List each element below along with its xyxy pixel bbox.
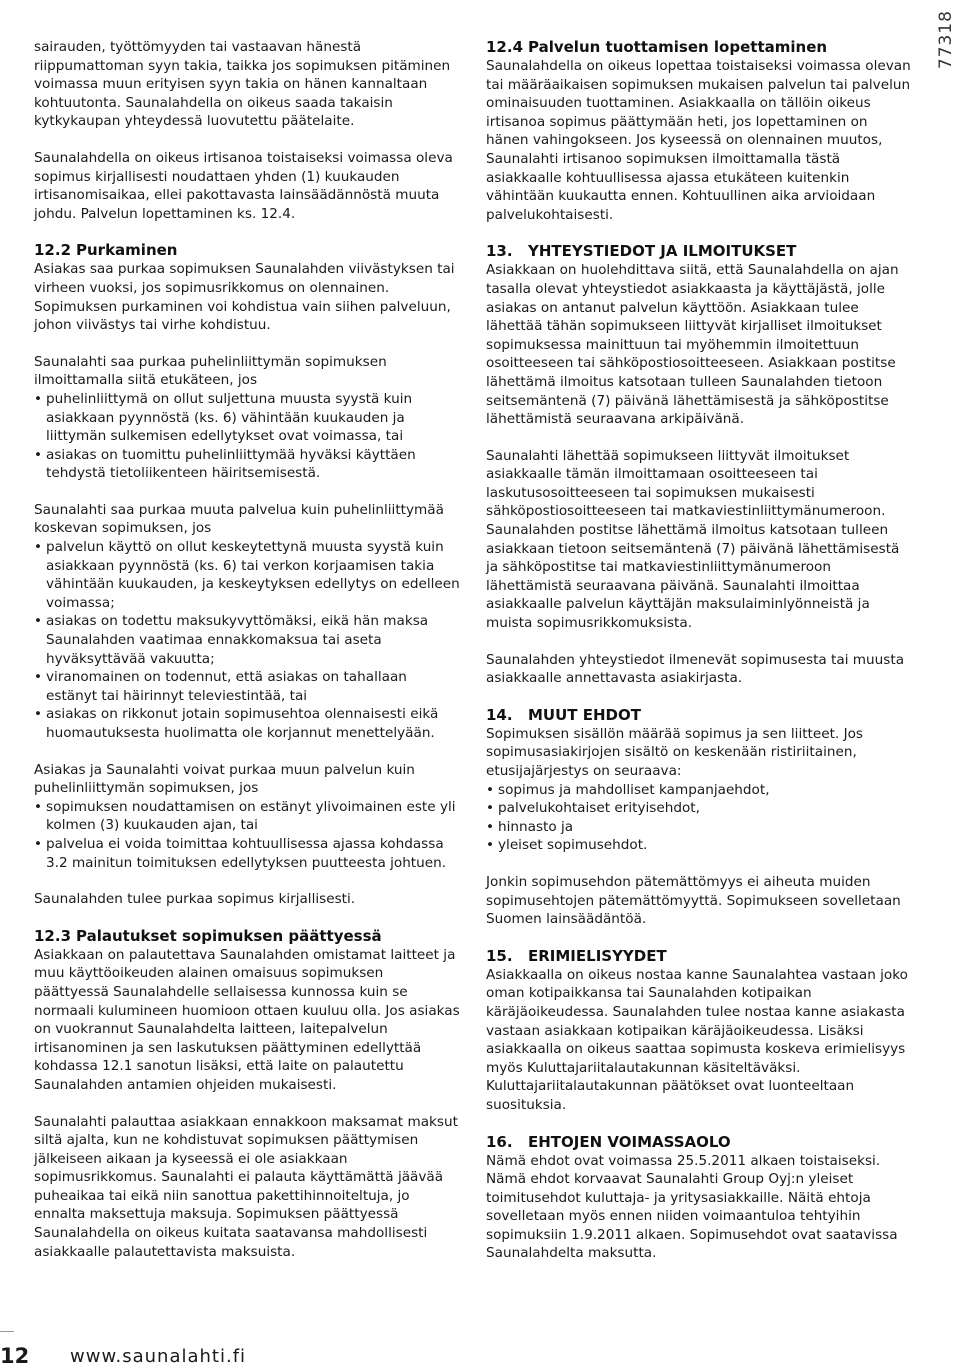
section-heading (486, 242, 911, 261)
bullet-list (34, 538, 460, 743)
paragraph: Asiakkaalla on oikeus nostaa kanne Saunalahtea vastaan joko oman kotipaikkansa tai Saunalahden kotipaikan käräjäoikeudessa. Saunalahden tulee nostaa kanne asiakasta vastaan asiakkaan kotipaikan käräjäoikeudessa. Lisäksi asiakkaalla on oikeus saattaa sopimusta koskeva erimielisyys myös Kuluttajariitalautakunnan käsiteltäväksi. Kuluttajariitalautakunnan päätökset ovat luonteeltaan suosituksia. (486, 966, 908, 1113)
section-heading (486, 38, 911, 57)
document-code: 77318 (936, 10, 957, 70)
page-footer (0, 1343, 400, 1369)
section-title: Purkaminen (76, 241, 178, 260)
list-item: • hinnasto ja (486, 818, 911, 837)
section-title: EHTOJEN VOIMASSAOLO (528, 1132, 731, 1151)
section-heading (34, 927, 460, 946)
paragraph: Saunalahti palauttaa asiakkaan ennakkoon maksamat maksut siltä ajalta, kun ne kohdistuvat sopimuksen päättymisen jälkeiseen aikaan ja kyseessä ei ole asiakkaan sopimusrikkomus. Saunalahti ei palauta käyttämättä jäävää puheaikaa tai eikä niin sanottua pakettihinnoiteltuja, jo ennalta maksettuja maksuja. Sopimuksen päättyessä Saunalahdella on oikeus kuitata saatavansa mahdollisesti asiakkaalle palautettavista maksuista. (34, 1113, 458, 1260)
section-number: 15. (486, 946, 513, 965)
section-15 (486, 947, 911, 1115)
bullet-list (486, 781, 911, 855)
bullet-list (34, 798, 460, 872)
paragraph: Saunalahden yhteystiedot ilmenevät sopimusesta tai muusta asiakkaalle annettavasta asiakirjasta. (486, 651, 905, 687)
section-title: Palautukset sopimuksen päättyessä (76, 926, 382, 945)
section-title: YHTEYSTIEDOT JA ILMOITUKSET (528, 242, 797, 261)
section-13 (486, 242, 911, 687)
section-number: 14. (486, 705, 513, 724)
bullet-list (34, 390, 460, 483)
section-title: Palvelun tuottamisen lopettaminen (528, 38, 828, 56)
paragraph: Asiakas ja Saunalahti voivat purkaa muun palvelun kuin puhelinliittymän sopimuksen, jos (34, 761, 415, 797)
section-heading (486, 706, 911, 725)
paragraph: Saunalahden tulee purkaa sopimus kirjallisesti. (34, 891, 356, 908)
section-number: 12.3 (34, 926, 72, 945)
paragraph: Saunalahti lähettää sopimukseen liittyvät ilmoitukset asiakkaalle tämän ilmoittamaan osoitteeseen tai laskutusosoitteeseen tai sopimuksen mukaisesti sähköpostiosoitteeseen tai matkaviestinliittymänumeroon. Saunalahden postitse lähettämä ilmoitus katsotaan tulleen asiakkaan tietoon seitsemäntenä (7) päivänä lähettämisestä ja sähköpostitse tai matkaviestinliittymänumeroon lähettämistä seuraavana päivänä. Saunalahti ilmoittaa asiakkaalle palvelun käyttäjän maksulaiminlyönneistä ja muista sopimusrikkomuksista. (486, 447, 900, 632)
section-heading (486, 947, 911, 966)
section-12-4 (486, 38, 911, 224)
intro-paragraph: sairauden, työttömyyden tai vastaavan hänestä riippumattoman syyn takia, taikka jos sopimuksen pitäminen voimassa muun erityisen syyn takia on hänen kannaltaan kohtuutonta. Saunalahdella on oikeus saada takaisin kytkykaupan yhteydessä luovutettu päätelaite. (34, 39, 451, 130)
paragraph: Asiakkaan on huolehdittava siitä, että Saunalahdella on ajan tasalla olevat yhteystiedot asiakkaasta ja käyttäjästä, jolle asiakas on antanut palvelun käyttöön. Asiakkaan tulee lähettää tähän sopimukseen liittyvät kirjalliset ilmoitukset sopimuksessa mainittuun tai myöhemmin ilmoitettuun osoitteeseen tai sähköpostiosoitteeseen. Asiakkaan postitse lähettämä ilmoitus katsotaan tulleen Saunalahden tietoon seitsemäntenä (7) päivänä lähettämisestä ja sähköpostitse lähettämistä seuraavana arkipäivänä. (486, 262, 899, 428)
list-item: • puhelinliittymä on ollut suljettuna muusta syystä kuin asiakkaan pyynnöstä (ks. 6) vähintään kuukauden ja liittymän sulkemisen edellytykset ovat voimassa, tai (34, 390, 460, 446)
section-title: ERIMIELISYYDET (528, 946, 667, 965)
left-column (34, 38, 460, 1279)
section-16 (486, 1133, 911, 1264)
list-item: • palvelua ei voida toimittaa kohtuullisessa ajassa kohdassa 3.2 mainitun toimituksen edellytyksen puutteesta johtuen. (34, 835, 460, 872)
section-number: 13. (486, 242, 513, 261)
section-heading (34, 241, 460, 260)
section-title: MUUT EHDOT (528, 705, 641, 724)
section-number: 12.4 (486, 38, 524, 56)
paragraph: Sopimuksen sisällön määrää sopimus ja sen liitteet. Jos sopimusasiakirjojen sisältö on keskenään ristiriitainen, etusijajärjestys on seuraava: (486, 725, 863, 779)
page-number: 12 (0, 1344, 30, 1368)
paragraph: Asiakas saa purkaa sopimuksen Saunalahden viivästyksen tai virheen vuoksi, jos sopimusrikkomus on olennainen. Sopimuksen purkaminen voi kohdistua vain siihen palveluun, johon viivästys tai virhe kohdistuu. (34, 261, 455, 334)
list-item: • yleiset sopimusehdot. (486, 836, 911, 855)
section-12-2 (34, 241, 460, 908)
paragraph: Saunalahti saa purkaa muuta palvelua kuin puhelinliittymää koskevan sopimuksen, jos (34, 501, 444, 537)
list-item: • palvelukohtaiset erityisehdot, (486, 799, 911, 818)
website-link[interactable]: www.saunalahti.fi (70, 1346, 247, 1367)
section-12-3 (34, 927, 460, 1262)
list-item: • viranomainen on todennut, että asiakas on tahallaan estänyt tai häirinnyt televiestintää, tai (34, 668, 460, 705)
paragraph: Nämä ehdot ovat voimassa 25.5.2011 alkaen toistaiseksi. Nämä ehdot korvaavat Saunalahti Group Oyj:n yleiset toimitusehdot kuluttaja- ja yritysasiakkaille. Näitä ehtoja sovelletaan myös ennen niiden voimaantuloa tehtyihin sopimuksiin 1.9.2011 alkaen. Sopimusehdot ovat saatavissa Saunalahdelta maksutta. (486, 1152, 898, 1262)
section-number: 12.2 (34, 241, 72, 260)
footer-rule (0, 1331, 14, 1332)
list-item: • sopimuksen noudattamisen on estänyt ylivoimainen este yli kolmen (3) kuukauden ajan, tai (34, 798, 460, 835)
paragraph: Asiakkaan on palautettava Saunalahden omistamat laitteet ja muu käyttöoikeuden alainen omaisuus sopimuksen päättyessä Saunalahdelle sellaisessa kunnossa kuin se normaali kulumineen huomioon ottaen kuuluu olla. Jos asiakas on vuokrannut Saunalahdelta laitteen, laitepalvelun irtisanominen ja sen laskutuksen päättyminen edellyttää kohdassa 12.1 sanotun lisäksi, että laite on palautettu Saunalahden antamien ohjeiden mukaisesti. (34, 946, 460, 1093)
paragraph: Saunalahdella on oikeus lopettaa toistaiseksi voimassa olevan tai määräaikaisen sopimuksen mukaisen palvelun tai palvelun ominaisuuden tuottaminen. Asiakkaalla on tällöin oikeus irtisanoa sopimus päättymään heti, jos lopettaminen on hänen vahingokseen. Jos kyseessä on olennainen muutos, Saunalahti irtisanoo sopimuksen ilmoittamalla tästä asiakkaalle kohtuullisessa ajassa etukäteen kuitenkin vähintään kuukautta ennen. Kohtuullinen aika arvioidaan palvelukohtaisesti. (486, 58, 911, 223)
list-item: • asiakas on todettu maksukyvyttömäksi, eikä hän maksa Saunalahden vaatimaa ennakkomaksua tai aseta hyväksyttävää vakuutta; (34, 612, 460, 668)
list-item: • asiakas on rikkonut jotain sopimusehtoa olennaisesti eikä huomautuksesta huolimatta ole korjannut menettelyään. (34, 705, 460, 742)
section-number: 16. (486, 1132, 513, 1151)
termination-paragraph: Saunalahdella on oikeus irtisanoa toistaiseksi voimassa oleva sopimus kirjallisesti noudattaen yhden (1) kuukauden irtisanomisaikaa, ellei pakottavasta lainsäädännöstä muuta johdu. Palvelun lopettaminen ks. 12.4. (34, 149, 453, 222)
paragraph: Jonkin sopimusehdon pätemättömyys ei aiheuta muiden sopimusehtojen pätemättömyyttä. Sopimukseen sovelletaan Suomen lainsäädäntöä. (486, 873, 901, 928)
section-heading (486, 1133, 911, 1152)
section-14 (486, 706, 911, 929)
list-item: • palvelun käyttö on ollut keskeytettynä muusta syystä kuin asiakkaan pyynnöstä (ks. 6) tai verkon korjaamisen takia vähintään kuukauden, ja keskeytyksen edellytys on edelleen voimassa; (34, 538, 460, 612)
list-item: • asiakas on tuomittu puhelinliittymää hyväksi käyttäen tehdystä tietoliikenteen häiritsemisestä. (34, 446, 460, 483)
right-column (486, 38, 911, 1281)
paragraph: Saunalahti saa purkaa puhelinliittymän sopimuksen ilmoittamalla siitä etukäteen, jos (34, 353, 387, 389)
list-item: • sopimus ja mahdolliset kampanjaehdot, (486, 781, 911, 800)
